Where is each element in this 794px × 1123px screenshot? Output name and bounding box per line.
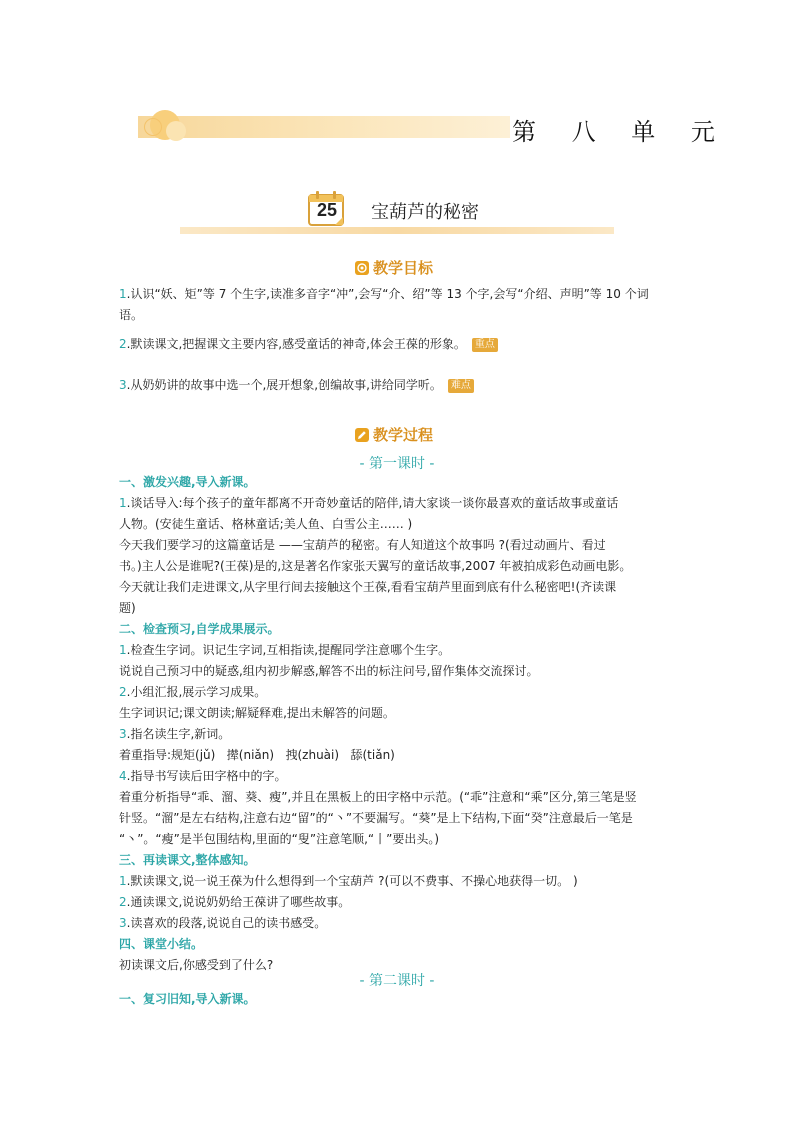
lesson-underline (180, 227, 614, 234)
paragraph-line: .通读课文,说说奶奶给王葆讲了哪些故事。 (126, 895, 351, 909)
paragraph-line: 书。)主人公是谁呢?(王葆)是的,这是著名作家张天翼写的童话故事,2007 年被拍成彩色动画电影。 (119, 559, 632, 573)
goal-text: .从奶奶讲的故事中选一个,展开想象,创编故事,讲给同学听。 (126, 378, 442, 392)
paragraph-line: 人物。(安徒生童话、格林童话;美人鱼、白雪公主…… ) (119, 517, 413, 531)
paragraph-line: .指导书写读后田字格中的字。 (126, 769, 287, 783)
item-number: 4 (119, 769, 127, 783)
goal-number: 2 (119, 337, 127, 351)
decor-circle-ring (144, 118, 162, 136)
section-heading-4: 四、课堂小结。 (119, 937, 204, 951)
paragraph-line: 题) (119, 601, 136, 615)
process-heading-text: 教学过程 (373, 426, 434, 444)
goals-heading (355, 257, 433, 278)
paragraph-line: 说说自己预习中的疑惑,组内初步解惑,解答不出的标注问号,留作集体交流探讨。 (119, 664, 539, 678)
lesson-title: 宝葫芦的秘密 (371, 202, 479, 223)
item-number: 1 (119, 496, 127, 510)
item-number: 1 (119, 643, 127, 657)
goals-heading-text: 教学目标 (373, 259, 434, 277)
goal-item-3 (119, 375, 679, 396)
goal-number: 1 (119, 287, 127, 301)
lesson-number: 25 (316, 200, 338, 220)
paragraph-line: 着重指导:规矩(jǔ) 撵(niǎn) 拽(zhuài) 舔(tiǎn) (119, 748, 395, 762)
key-point-badge: 重点 (472, 338, 498, 352)
period-one-title: - 第一课时 - (359, 456, 435, 472)
paragraph-line: 今天就让我们走进课文,从字里行间去接触这个王葆,看看宝葫芦里面到底有什么秘密吧!(齐读课 (119, 580, 617, 594)
paragraph-line: .小组汇报,展示学习成果。 (126, 685, 267, 699)
goal-number: 3 (119, 378, 127, 392)
paragraph-line: .读喜欢的段落,说说自己的读书感受。 (126, 916, 327, 930)
paragraph-line: .检查生字词。识记生字词,互相指读,提醒同学注意哪个生字。 (126, 643, 451, 657)
item-number: 3 (119, 916, 127, 930)
goal-text: .默读课文,把握课文主要内容,感受童话的神奇,体会王葆的形象。 (126, 337, 466, 351)
item-number: 3 (119, 727, 127, 741)
section-heading-2: 二、检查预习,自学成果展示。 (119, 622, 280, 636)
item-number: 1 (119, 874, 127, 888)
paragraph-line: 初读课文后,你感受到了什么? (119, 958, 274, 972)
period-one-content (119, 472, 679, 976)
paragraph-line: .谈话导入:每个孩子的童年都离不开奇妙童话的陪伴,请大家谈一谈你最喜欢的童话故事或童话 (126, 496, 619, 510)
item-number: 2 (119, 685, 127, 699)
paragraph-line: 今天我们要学习的这篇童话是 ——宝葫芦的秘密。有人知道这个故事吗 ?(看过动画片、看过 (119, 538, 606, 552)
process-heading (355, 424, 433, 445)
period-two-title: - 第二课时 - (359, 973, 435, 989)
goal-text-cont: 语。 (119, 308, 144, 322)
goal-item-2 (119, 334, 679, 355)
paragraph-line: .默读课文,说一说王葆为什么想得到一个宝葫芦 ?(可以不费事、不操心地获得一切。 ) (126, 874, 578, 888)
goal-item-1 (119, 284, 679, 326)
unit-title: 第 八 单 元 (512, 118, 729, 146)
paragraph-line: 生字词识记;课文朗读;解疑释难,提出未解答的问题。 (119, 706, 395, 720)
section-heading-1: 一、激发兴趣,导入新课。 (119, 475, 256, 489)
paragraph-line: “丶”。“瘦”是半包围结构,里面的“叟”注意笔顺,“丨”要出头。) (119, 832, 440, 846)
unit-header-bar (138, 116, 510, 138)
pencil-icon (355, 428, 369, 442)
target-icon (355, 261, 369, 275)
section-heading-5: 一、复习旧知,导入新课。 (119, 992, 256, 1006)
difficulty-badge: 难点 (448, 379, 474, 393)
paragraph-line: .指名读生字,新词。 (126, 727, 231, 741)
paragraph-line: 着重分析指导“乖、溜、葵、瘦”,并且在黑板上的田字格中示范。(“乖”注意和“乘”区分,第三笔是竖 (119, 790, 637, 804)
paragraph-line: 针竖。“溜”是左右结构,注意右边“留”的“丶”不要漏写。“葵”是上下结构,下面“癸”注意最后一笔是 (119, 811, 633, 825)
calendar-icon (305, 190, 347, 228)
section-heading-3: 三、再读课文,整体感知。 (119, 853, 256, 867)
goal-text: .认识“妖、矩”等 7 个生字,读准多音字“冲”,会写“介、绍”等 13 个字,会写“介绍、声明”等 10 个词 (126, 287, 649, 301)
period-two-content (119, 989, 679, 1010)
decor-circle-small (166, 121, 186, 141)
item-number: 2 (119, 895, 127, 909)
